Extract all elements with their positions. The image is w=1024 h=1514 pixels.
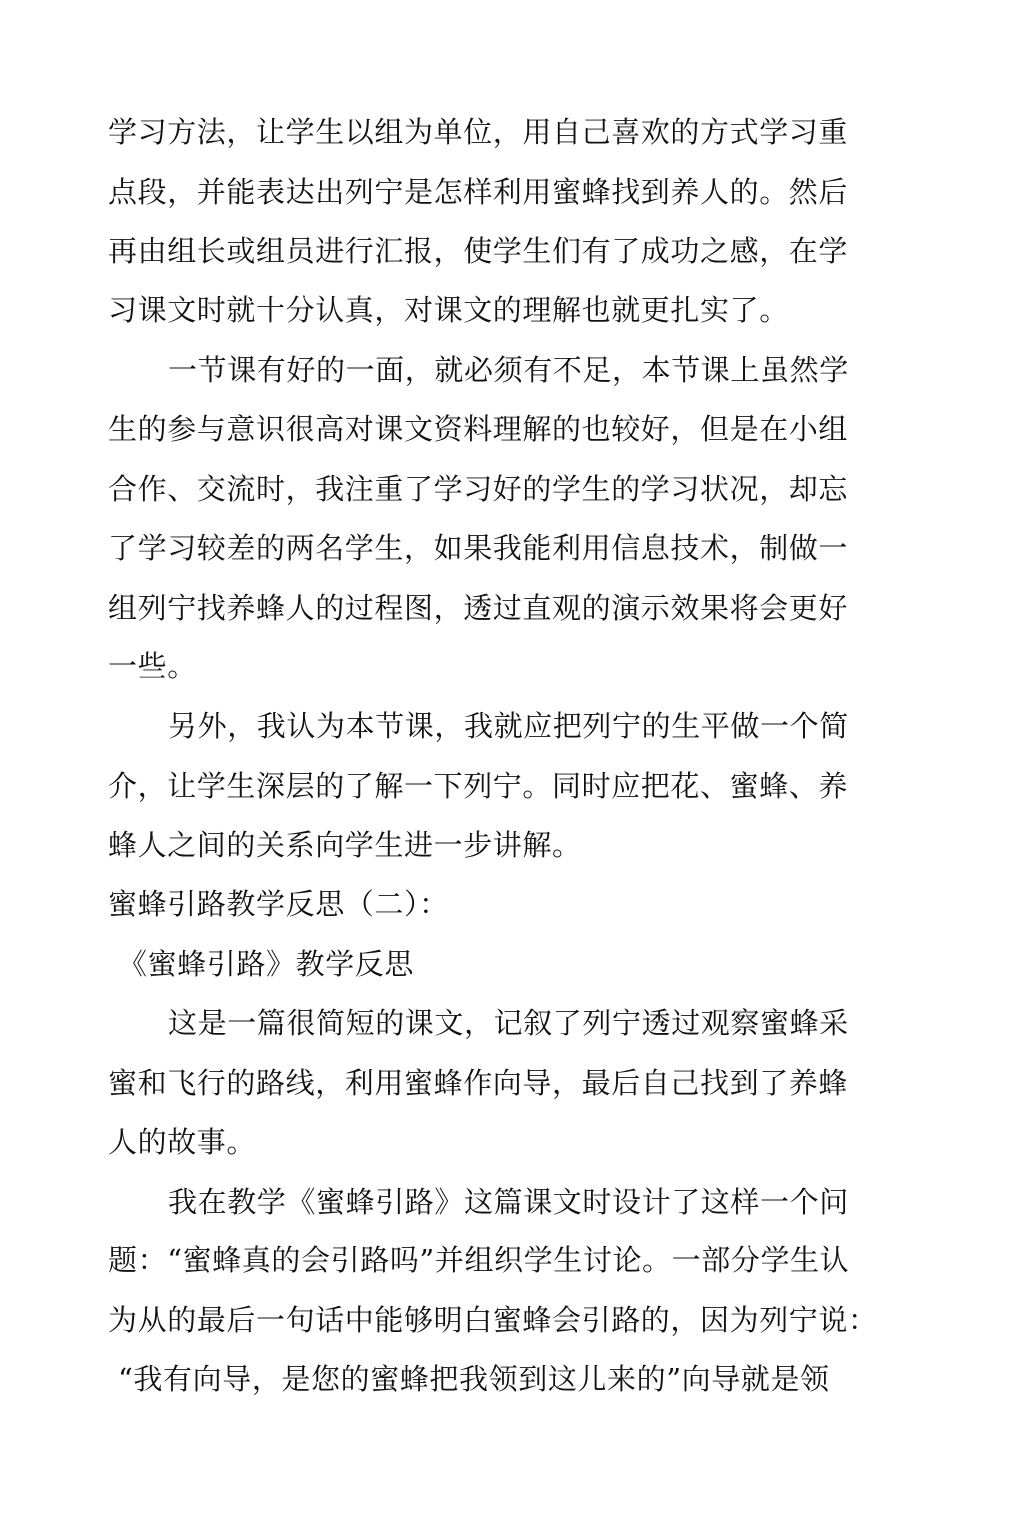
text-line: 生的参与意识很高对课文资料理解的也较好，但是在小组 <box>108 412 849 446</box>
text-line: 再由组长或组员进行汇报，使学生们有了成功之感，在学 <box>108 234 849 268</box>
text-line: 一些。 <box>108 649 197 683</box>
paragraph-start-line: 另外，我认为本节课，我就应把列宁的生平做一个简 <box>168 709 849 743</box>
paragraph-start-line: 我在教学《蜜蜂引路》这篇课文时设计了这样一个问 <box>168 1185 849 1219</box>
text-line: 习课文时就十分认真，对课文的理解也就更扎实了。 <box>108 293 789 327</box>
text-line: 点段，并能表达出列宁是怎样利用蜜蜂找到养人的。然后 <box>108 175 849 209</box>
article-title: 《蜜蜂引路》教学反思 <box>118 947 415 981</box>
text-line: 介，让学生深层的了解一下列宁。同时应把花、蜜蜂、养 <box>108 769 849 803</box>
paragraph-start-line: 一节课有好的一面，就必须有不足，本节课上虽然学 <box>168 353 849 387</box>
text-line: “我有向导，是您的蜜蜂把我领到这儿来的”向导就是领 <box>118 1362 830 1396</box>
text-line: 蜜和飞行的路线，利用蜜蜂作向导，最后自己找到了养蜂 <box>108 1066 849 1100</box>
text-line: 人的故事。 <box>108 1125 257 1159</box>
paragraph-start-line: 这是一篇很简短的课文，记叙了列宁透过观察蜜蜂采 <box>168 1006 849 1040</box>
text-line: 合作、交流时，我注重了学习好的学生的学习状况，却忘 <box>108 472 849 506</box>
text-line: 为从的最后一句话中能够明白蜜蜂会引路的，因为列宁说： <box>108 1303 878 1337</box>
text-line: 学习方法，让学生以组为单位，用自己喜欢的方式学习重 <box>108 115 849 149</box>
text-line: 了学习较差的两名学生，如果我能利用信息技术，制做一 <box>108 531 849 565</box>
text-line: 组列宁找养蜂人的过程图，透过直观的演示效果将会更好 <box>108 591 849 625</box>
section-heading: 蜜蜂引路教学反思（二）： <box>108 887 449 921</box>
text-line: 蜂人之间的关系向学生进一步讲解。 <box>108 828 582 862</box>
text-line: 题：“蜜蜂真的会引路吗”并组织学生讨论。一部分学生认 <box>108 1243 850 1277</box>
